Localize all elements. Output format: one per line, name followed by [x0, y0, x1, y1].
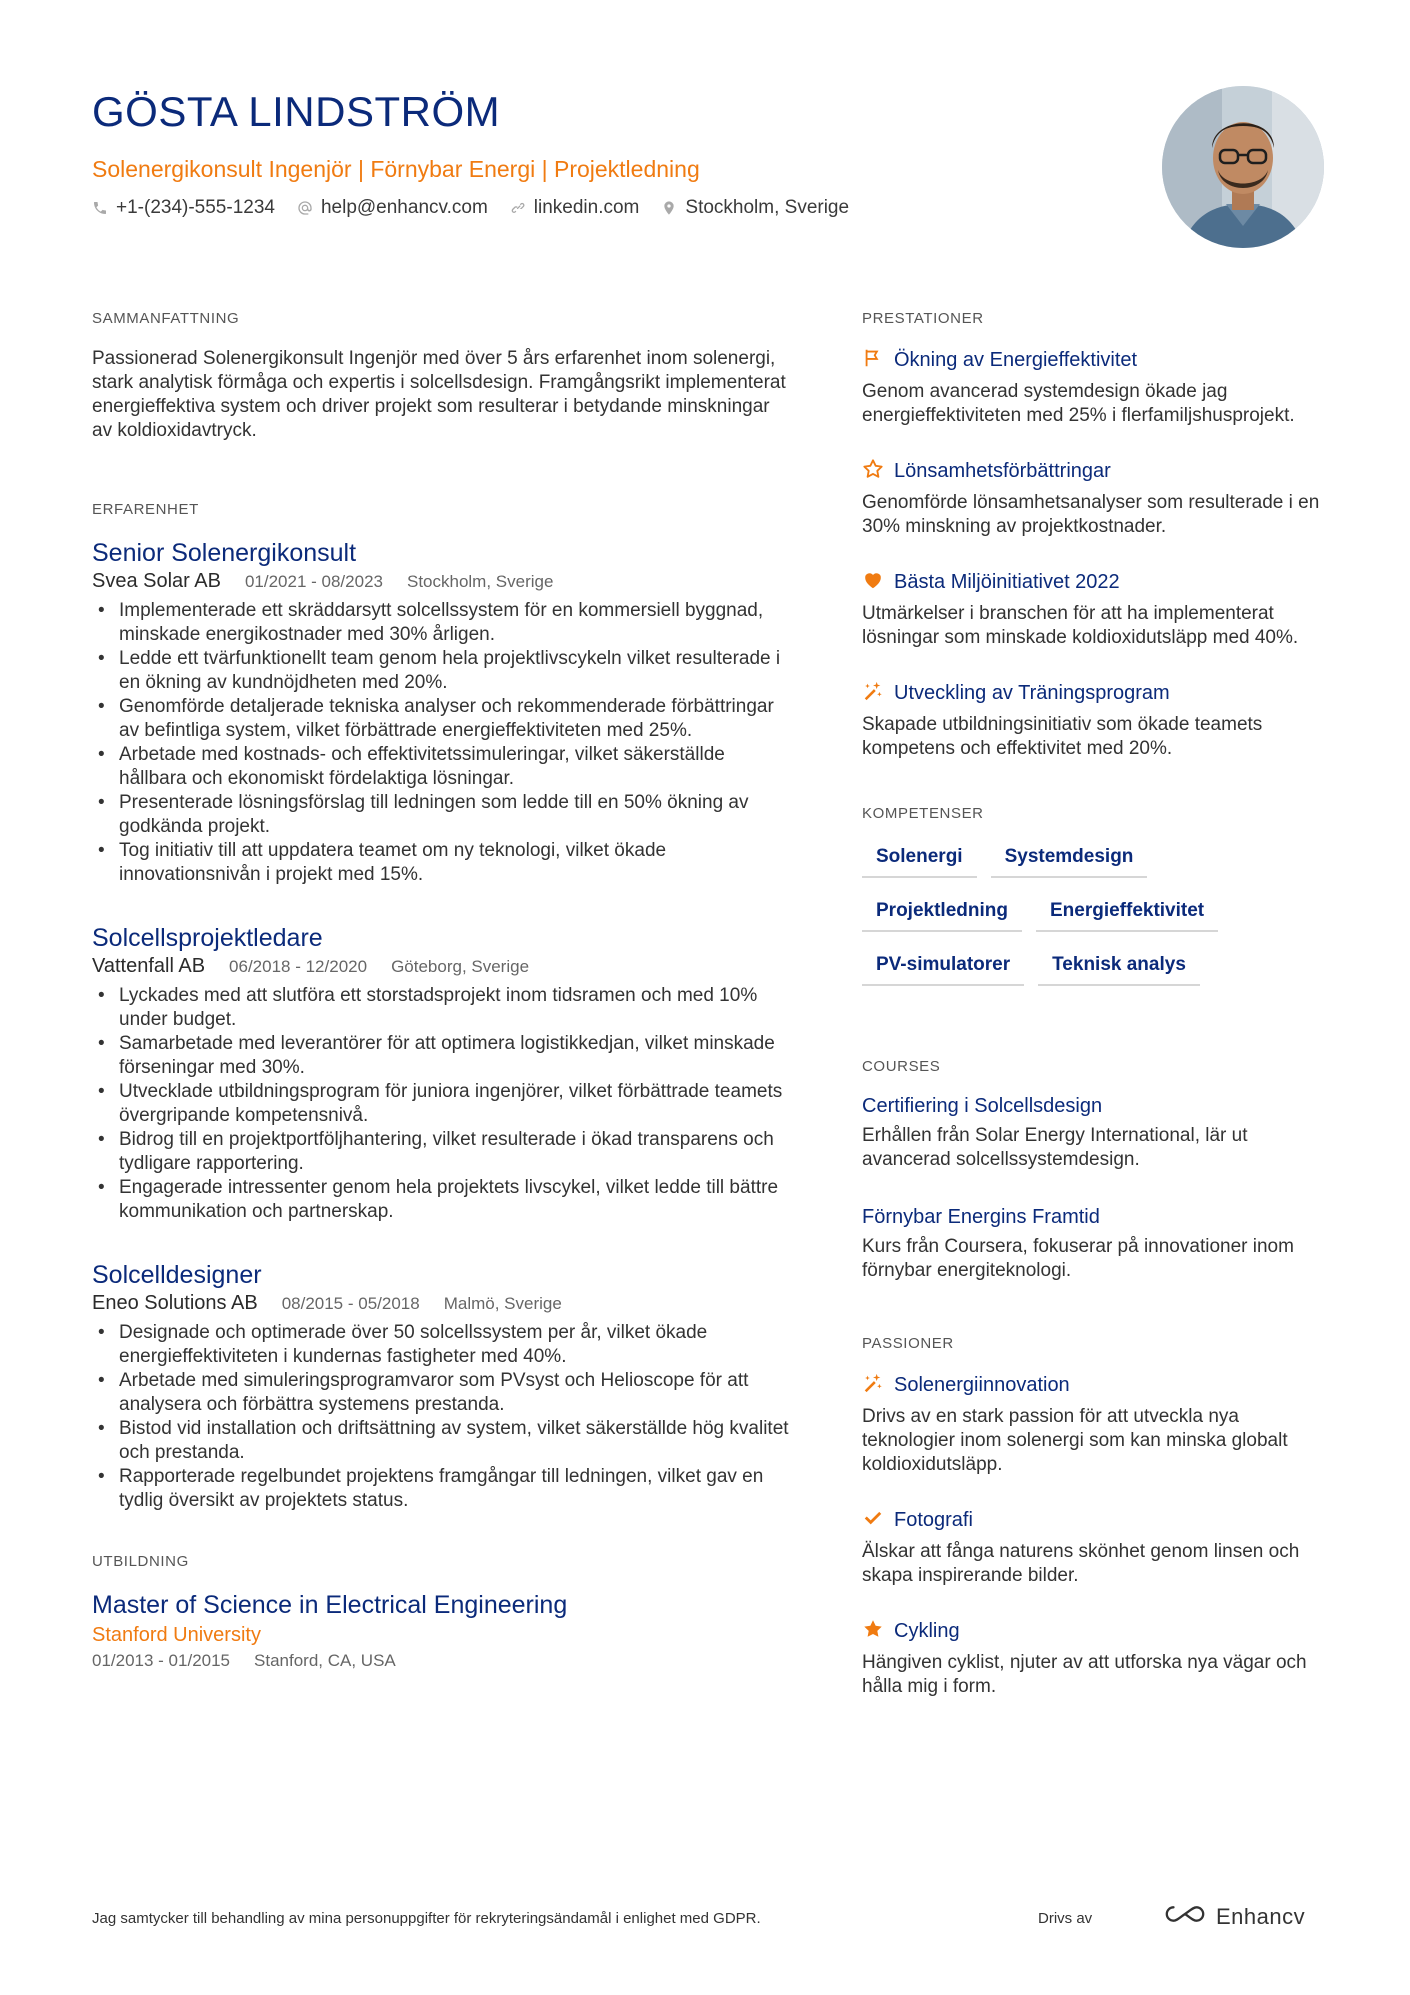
achievement-desc: Genomförde lönsamhetsanalyser som resulterade i en 30% minskning av projektkostnader. — [862, 492, 1320, 537]
powered-by-label: Drivs av — [1038, 1910, 1093, 1927]
flag-icon — [862, 347, 884, 374]
section-title: PRESTATIONER — [862, 310, 984, 327]
contact-location — [661, 197, 849, 219]
achievement-item — [862, 569, 1332, 650]
list-item: • Samarbetade med leverantörer för att optimera logistikkedjan, vilket minskade förseningar med 30%. — [92, 1032, 792, 1080]
list-item: • Lyckades med att slutföra ett storstadsprojekt inom tidsramen och med 10% under budget. — [92, 984, 792, 1032]
skill-tag: Energieffektivitet — [1036, 896, 1218, 932]
passion-title: Cykling — [894, 1620, 960, 1642]
passion-head — [862, 1507, 1332, 1534]
list-item: • Arbetade med kostnads- och effektivitetssimuleringar, vilket säkerställde hållbara och ekonomiskt fördelaktiga lösningar. — [92, 743, 792, 791]
job-entry — [92, 923, 792, 1224]
list-item: • Designade och optimerade över 50 solcellssystem per år, vilket ökade energieffektiviteten i kundernas fastigheter med 40%. — [92, 1321, 792, 1369]
list-item: • Presenterade lösningsförslag till ledningen som ledde till en 50% ökning av godkända projekt. — [92, 791, 792, 839]
skill-tag: Teknisk analys — [1038, 950, 1200, 986]
link-icon — [510, 200, 526, 216]
experience-section — [92, 501, 792, 1513]
course-item — [862, 1206, 1332, 1283]
education-section — [92, 1553, 792, 1671]
job-location: Göteborg, Sverige — [391, 957, 530, 976]
achievement-head — [862, 569, 1332, 596]
achievement-desc: Skapade utbildningsinitiativ som ökade teamets kompetens och effektivitet med 20%. — [862, 714, 1263, 759]
avatar — [1162, 86, 1324, 248]
achievement-head — [862, 680, 1332, 707]
job-entry — [92, 1260, 792, 1513]
candidate-name: GÖSTA LINDSTRÖM — [92, 88, 501, 135]
skills-list — [862, 842, 1282, 986]
job-location: Stockholm, Sverige — [406, 572, 554, 591]
star-outline-icon — [862, 458, 884, 485]
phone-text: +1-(234)-555-1234 — [116, 197, 275, 218]
job-date: 06/2018 - 12/2020 — [229, 957, 368, 976]
edu-school: Stanford University — [92, 1624, 261, 1646]
magic-wand-icon — [862, 1372, 884, 1399]
achievements-section — [862, 310, 1332, 761]
passion-title: Solenergiinnovation — [894, 1374, 1070, 1396]
at-icon — [297, 200, 313, 216]
right-column — [862, 310, 1332, 1729]
contact-linkedin[interactable] — [510, 197, 640, 219]
contact-phone[interactable] — [92, 197, 275, 219]
gdpr-consent: Jag samtycker till behandling av mina personuppgifter för rekryteringsändamål i enlighet med GDPR. — [92, 1910, 761, 1927]
location-text: Stockholm, Sverige — [685, 197, 850, 218]
job-title: Senior Solenergikonsult — [92, 539, 357, 567]
passion-title: Fotografi — [894, 1509, 973, 1531]
job-meta — [92, 1292, 792, 1315]
summary-section — [92, 310, 792, 443]
achievement-head — [862, 347, 1332, 374]
edu-degree: Master of Science in Electrical Engineering — [92, 1591, 568, 1619]
achievement-item — [862, 680, 1332, 761]
job-date: 01/2021 - 08/2023 — [244, 572, 383, 591]
phone-icon — [92, 200, 108, 216]
list-item: • Tog initiativ till att uppdatera teamet om ny teknologi, vilket ökade innovationsnivån i projekt med 15%. — [92, 839, 792, 887]
contact-email[interactable] — [297, 197, 488, 219]
achievement-desc: Genom avancerad systemdesign ökade jag energieffektiviteten med 25% i flerfamiljshusprojekt. — [862, 381, 1295, 426]
list-item: • Utvecklade utbildningsprogram för juniora ingenjörer, vilket förbättrade teamets övergripande kompetensnivå. — [92, 1080, 792, 1128]
passion-item — [862, 1372, 1332, 1477]
brand-name: Enhancv — [1216, 1903, 1306, 1929]
list-item: • Arbetade med simuleringsprogramvaror som PVsyst och Helioscope för att analysera och förbättra systemens prestanda. — [92, 1369, 792, 1417]
brand-logo[interactable] — [1162, 1902, 1305, 1931]
left-column — [92, 310, 792, 1671]
job-company: Eneo Solutions AB — [92, 1292, 258, 1314]
job-title: Solcellsprojektledare — [92, 924, 323, 952]
job-company: Svea Solar AB — [92, 570, 221, 592]
achievement-head — [862, 458, 1332, 485]
course-title: Certifiering i Solcellsdesign — [862, 1095, 1103, 1117]
job-company: Vattenfall AB — [92, 955, 206, 977]
job-date: 08/2015 - 05/2018 — [281, 1294, 420, 1313]
passion-desc: Drivs av en stark passion för att utveckla nya teknologier inom solenergi som kan minska globalt koldioxidutsläpp. — [862, 1406, 1288, 1475]
section-title: PASSIONER — [862, 1335, 954, 1352]
job-title: Solcelldesigner — [92, 1261, 262, 1289]
passion-item — [862, 1507, 1332, 1588]
contact-row — [92, 197, 1152, 219]
achievement-title: Ökning av Energieffektivitet — [894, 349, 1138, 371]
skill-tag: Solenergi — [862, 842, 977, 878]
passion-head — [862, 1372, 1332, 1399]
job-bullets — [92, 1321, 792, 1513]
list-item: • Bistod vid installation och driftsättning av system, vilket säkerställde hög kvalitet och prestanda. — [92, 1417, 792, 1465]
achievement-desc: Utmärkelser i branschen för att ha implementerat lösningar som minskade koldioxidutsläpp med 40%. — [862, 603, 1299, 648]
job-meta — [92, 955, 792, 978]
passion-head — [862, 1618, 1332, 1645]
job-entry — [92, 538, 792, 887]
linkedin-text: linkedin.com — [533, 197, 640, 218]
section-title: UTBILDNING — [92, 1553, 189, 1570]
email-text: help@enhancv.com — [320, 197, 488, 218]
summary-text: Passionerad Solenergikonsult Ingenjör med över 5 års erfarenhet inom solenergi, stark analytisk förmåga och expertis i solcellsdesign. Framgångsrikt implementerat energieffektiva system och driver projekt som resulterar i betydande minskningar av koldioxidavtryck. — [92, 348, 786, 441]
skills-section — [862, 805, 1332, 986]
list-item: • Bidrog till en projektportföljhantering, vilket resulterade i ökad transparens och tydligare rapportering. — [92, 1128, 792, 1176]
section-title: SAMMANFATTNING — [92, 310, 240, 327]
section-title: KOMPETENSER — [862, 805, 984, 822]
job-bullets — [92, 984, 792, 1224]
footer — [92, 1903, 1312, 1929]
achievement-title: Utveckling av Träningsprogram — [894, 682, 1170, 704]
list-item: • Ledde ett tvärfunktionellt team genom hela projektlivscykeln vilket resulterade i en ökning av kundnöjdheten med 20%. — [92, 647, 792, 695]
passion-desc: Hängiven cyklist, njuter av att utforska nya vägar och hålla mig i form. — [862, 1652, 1307, 1697]
job-location: Malmö, Sverige — [443, 1294, 562, 1313]
skill-tag: PV-simulatorer — [862, 950, 1024, 986]
passions-section — [862, 1335, 1332, 1699]
section-title: COURSES — [862, 1058, 941, 1075]
course-item — [862, 1095, 1332, 1172]
skill-tag: Systemdesign — [991, 842, 1148, 878]
star-filled-icon — [862, 1618, 884, 1645]
course-title: Förnybar Energins Framtid — [862, 1206, 1100, 1228]
job-meta — [92, 570, 792, 593]
job-bullets — [92, 599, 792, 887]
achievement-item — [862, 347, 1332, 428]
magic-wand-icon — [862, 680, 884, 707]
courses-section — [862, 1058, 1332, 1283]
achievement-title: Lönsamhetsförbättringar — [894, 460, 1111, 482]
header — [92, 88, 1152, 219]
list-item: • Genomförde detaljerade tekniska analyser och rekommenderade förbättringar av befintliga system, vilket förbättrade energieffektiviteten med 25%. — [92, 695, 792, 743]
list-item: • Rapporterade regelbundet projektens framgångar till ledningen, vilket gav en tydlig översikt av projektets status. — [92, 1465, 792, 1513]
passion-desc: Älskar att fånga naturens skönhet genom linsen och skapa inspirerande bilder. — [862, 1541, 1300, 1586]
skill-tag: Projektledning — [862, 896, 1022, 932]
course-desc: Erhållen från Solar Energy International, lär ut avancerad solcellssystemdesign. — [862, 1125, 1248, 1170]
passion-item — [862, 1618, 1332, 1699]
course-desc: Kurs från Coursera, fokuserar på innovationer inom förnybar energiteknologi. — [862, 1236, 1294, 1281]
section-title: ERFARENHET — [92, 501, 199, 518]
edu-meta — [92, 1651, 792, 1671]
list-item: • Implementerade ett skräddarsytt solcellssystem för en kommersiell byggnad, minskade energikostnader med 30% årligen. — [92, 599, 792, 647]
infinity-logo-icon — [1162, 1902, 1208, 1931]
location-pin-icon — [661, 200, 677, 216]
candidate-subtitle: Solenergikonsult Ingenjör | Förnybar Energi | Projektledning — [92, 156, 700, 182]
list-item: • Engagerade intressenter genom hela projektets livscykel, vilket ledde till bättre kommunikation och partnerskap. — [92, 1176, 792, 1224]
achievement-title: Bästa Miljöinitiativet 2022 — [894, 571, 1120, 593]
edu-location: Stanford, CA, USA — [254, 1651, 396, 1670]
edu-date: 01/2013 - 01/2015 — [92, 1651, 231, 1670]
check-icon — [862, 1507, 884, 1534]
achievement-item — [862, 458, 1332, 539]
heart-icon — [862, 569, 884, 596]
